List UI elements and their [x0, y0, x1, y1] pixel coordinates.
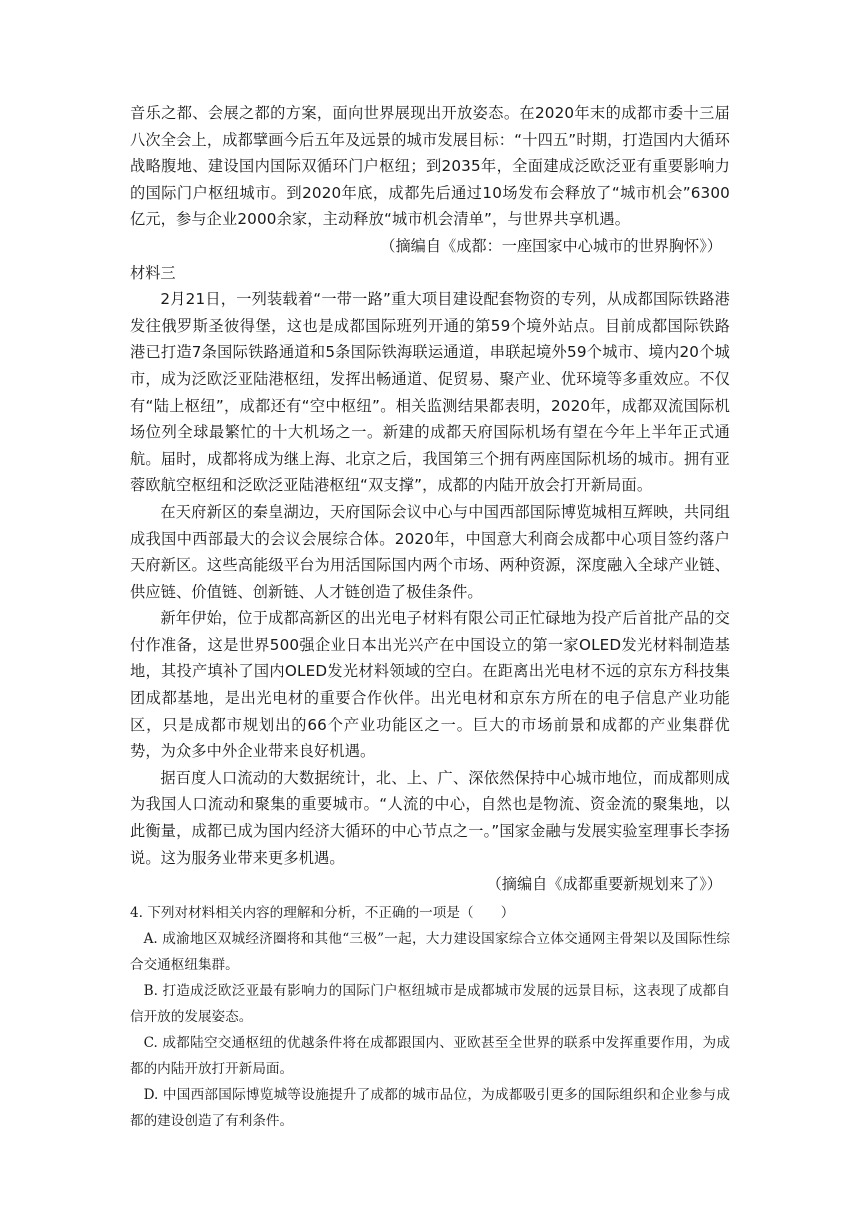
- material2-source: （摘编自《成都：一座国家中心城市的世界胸怀》）: [380, 236, 722, 255]
- document-page: [130, 100, 730, 1134]
- option-c: C. 成都陆空交通枢纽的优越条件将在成都跟国内、亚欧甚至全世界的联系中发挥重要作用，为成都的内陆开放打开新局面。: [130, 1034, 730, 1077]
- option-d: D. 中国西部国际博览城等设施提升了成都的城市品位，为成都吸引更多的国际组织和企业参与成都的建设创造了有利条件。: [130, 1086, 730, 1129]
- material3-paragraph-1: 2月21日，一列装载着“一带一路”重大项目建设配套物资的专列，从成都国际铁路港发往俄罗斯圣彼得堡，这也是成都国际班列开通的第59个境外站点。目前成都国际铁路港已打造7条国际铁路通道和5条国际铁海联运通道，串联起境外59个城市、境内20个城市，成为泛欧泛亚陆港枢纽，发挥出畅通道、促贸易、聚产业、优环境等多重效应。不仅有“陆上枢纽”，成都还有“空中枢纽”。相关监测结果都表明，2020年，成都双流国际机场位列全球最繁忙的十大机场之一。新建的成都天府国际机场有望在今年上半年正式通航。届时，成都将成为继上海、北京之后，我国第三个拥有两座国际机场的城市。拥有亚蓉欧航空枢纽和泛欧泛亚陆港枢纽“双支撑”，成都的内陆开放会打开新局面。: [130, 290, 730, 495]
- option-b: B. 打造成泛欧泛亚最有影响力的国际门户枢纽城市是成都城市发展的远景目标，这表现了成都自信开放的发展姿态。: [130, 982, 730, 1025]
- material3-paragraph-2: 在天府新区的秦皇湖边，天府国际会议中心与中国西部国际博览城相互辉映，共同组成我国中西部最大的会议会展综合体。2020年，中国意大利商会成都中心项目签约落户天府新区。这些高能级平台为用活国际国内两个市场、两种资源，深度融入全球产业链、供应链、价值链、创新链、人才链创造了极佳条件。: [130, 502, 730, 601]
- material3-heading: 材料三: [130, 263, 176, 282]
- option-a: A. 成渝地区双城经济圈将和其他“三极”一起，大力建设国家综合立体交通网主骨架以及国际性综合交通枢纽集群。: [130, 930, 730, 973]
- material3-source: （摘编自《成都重要新规划来了》）: [486, 875, 722, 894]
- material2-paragraph-end: 音乐之都、会展之都的方案，面向世界展现出开放姿态。在2020年末的成都市委十三届八次全会上，成都擘画今后五年及远景的城市发展目标：“十四五”时期，打造国内大循环战略腹地、建设国内国际双循环门户枢纽；到2035年，全面建成泛欧泛亚有重要影响力的国际门户枢纽城市。到2020年底，成都先后通过10场发布会释放了“城市机会”6300亿元，参与企业2000余家，主动释放“城市机会清单”，与世界共享机遇。: [130, 104, 730, 229]
- material3-paragraph-4: 据百度人口流动的大数据统计，北、上、广、深依然保持中心城市地位，而成都则成为我国人口流动和聚集的重要城市。“人流的中心，自然也是物流、资金流的聚集地，以此衡量，成都已成为国内经济大循环的中心节点之一。”国家金融与发展实验室理事长李扬说。这为服务业带来更多机遇。: [130, 768, 730, 867]
- question-stem: 4. 下列对材料相关内容的理解和分析，不正确的一项是（ ）: [130, 904, 515, 921]
- material3-paragraph-3: 新年伊始，位于成都高新区的出光电子材料有限公司正忙碌地为投产后首批产品的交付作准备，这是世界500强企业日本出光兴产在中国设立的第一家OLED发光材料制造基地，其投产填补了国内OLED发光材料领域的空白。在距离出光电材不远的京东方科技集团成都基地，是出光电材的重要合作伙伴。出光电材和京东方所在的电子信息产业功能区，只是成都市规划出的66个产业功能区之一。巨大的市场前景和成都的产业集群优势，为众多中外企业带来良好机遇。: [130, 609, 730, 761]
